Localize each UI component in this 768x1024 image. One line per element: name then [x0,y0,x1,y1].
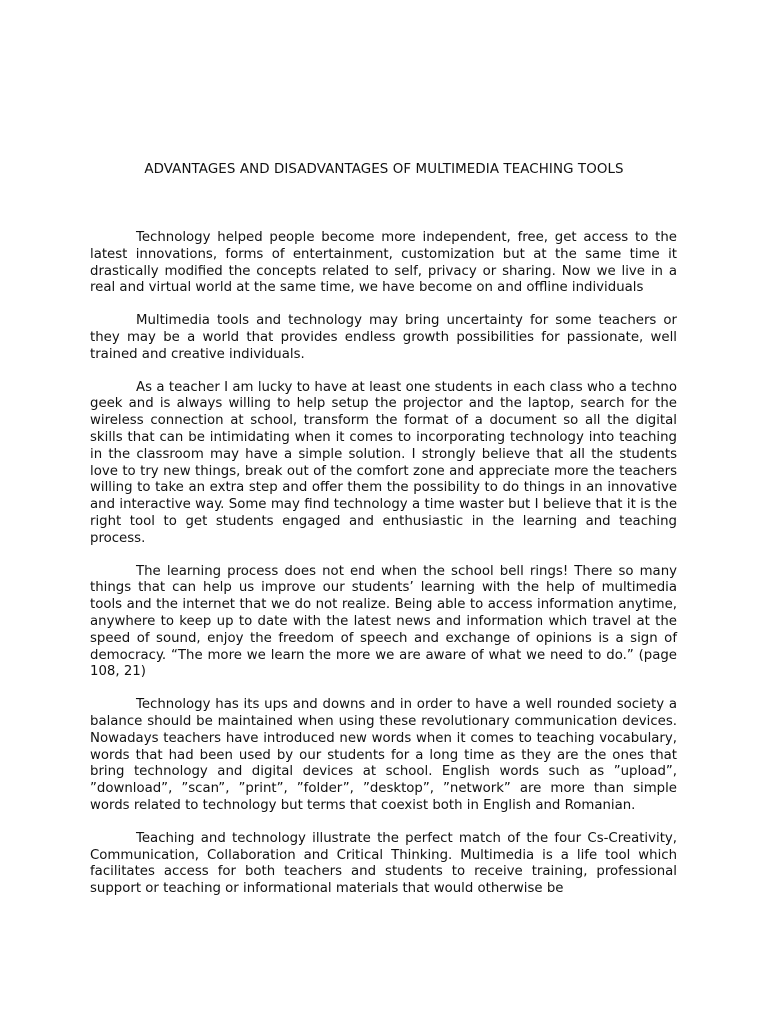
document-body [90,230,677,914]
paragraph-teacher-experience: As a teacher I am lucky to have at least one students in each class who a techno geek and is always willing to help setup the projector and the laptop, search for the wireless connection at school, transform the format of a document so all the digital skills that can be intimidating when it comes to incorporating technology into teaching in the classroom may have a simple solution. I strongly believe that all the students love to try new things, break out of the comfort zone and appreciate more the teachers willing to take an extra step and offer them the possibility to do things in an innovative and interactive way. Some may find technology a time waster but I believe that it is the right tool to get students engaged and enthusiastic in the learning and teaching process. [90,379,677,546]
paragraph-ups-and-downs: Technology has its ups and downs and in order to have a well rounded society a balance should be maintained when using these revolutionary communication devices. Nowadays teachers have introduced new words when it comes to teaching vocabulary, words that had been used by our students for a long time as they are the ones that bring technology and digital devices at school. English words such as ”upload”, ”download”, ”scan”, ”print”, ”folder”, ”desktop”, ”network” are more than simple words related to technology but terms that coexist both in English and Romanian. [90,697,677,813]
document-title: ADVANTAGES AND DISADVANTAGES OF MULTIMEDIA TEACHING TOOLS [144,162,624,177]
paragraph-learning-process: The learning process does not end when the school bell rings! There so many things that can help us improve our students’ learning with the help of multimedia tools and the internet that we do not realize. Being able to access information anytime, anywhere to keep up to date with the latest news and information which travel at the speed of sound, enjoy the freedom of speech and exchange of opinions is a sign of democracy. “The more we learn the more we are aware of what we need to do.” (page 108, 21) [90,563,677,680]
paragraph-four-cs: Teaching and technology illustrate the perfect match of the four Cs-Creativity, Communication, Collaboration and Critical Thinking. Multimedia is a life tool which facilitates access for both teachers and students to receive training, professional support or teaching or informational materials that would otherwise be [90,830,677,897]
paragraph-multimedia-uncertainty: Multimedia tools and technology may bring uncertainty for some teachers or they may be a world that provides endless growth possibilities for passionate, well trained and creative individuals. [90,313,677,362]
paragraph-technology-independence: Technology helped people become more independent, free, get access to the latest innovations, forms of entertainment, customization but at the same time it drastically modified the concepts related to self, privacy or sharing. Now we live in a real and virtual world at the same time, we have become on and offline individuals [90,230,677,296]
